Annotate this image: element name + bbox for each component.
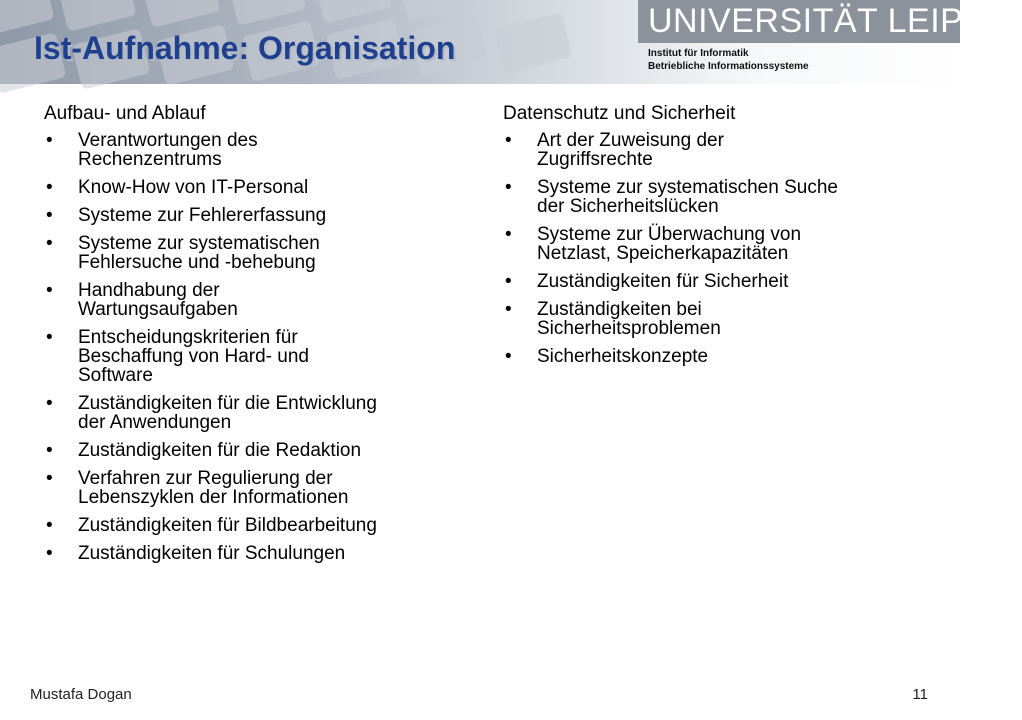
page-number: 11 [912, 686, 928, 703]
right-bullet-list [503, 131, 933, 366]
bullet-text: Zuständigkeiten für die Entwicklung [78, 393, 377, 414]
list-item [44, 178, 464, 197]
institute-line-1: Institut für Informatik [648, 48, 749, 59]
bullet-icon: • [46, 130, 53, 151]
list-item [503, 272, 933, 291]
bullet-icon: • [505, 346, 512, 367]
left-column-heading: Aufbau- und Ablauf [44, 103, 206, 124]
bullet-icon: • [46, 393, 53, 414]
bullet-icon: • [46, 280, 53, 301]
bullet-text: Zuständigkeiten bei [537, 299, 702, 320]
bullet-text: Rechenzentrums [78, 149, 222, 170]
bullet-text: Art der Zuweisung der [537, 130, 724, 151]
bullet-text: Entscheidungskriterien für [78, 327, 298, 348]
bullet-icon: • [46, 177, 53, 198]
institute-name [648, 47, 809, 73]
list-item [44, 441, 464, 460]
bullet-text: Zuständigkeiten für Schulungen [78, 543, 346, 564]
bullet-text: Zuständigkeiten für die Redaktion [78, 440, 362, 461]
left-column [44, 103, 464, 572]
slide-title: Ist-Aufnahme: Organisation [34, 30, 456, 66]
bullet-icon: • [46, 543, 53, 564]
bullet-text: Sicherheitsproblemen [537, 318, 721, 339]
bullet-icon: • [505, 299, 512, 320]
bullet-icon: • [46, 233, 53, 254]
bullet-icon: • [505, 177, 512, 198]
bullet-text: Zugriffsrechte [537, 149, 653, 170]
bullet-icon: • [46, 440, 53, 461]
bullet-icon: • [505, 224, 512, 245]
footer-author: Mustafa Dogan [30, 686, 132, 703]
bullet-text: Systeme zur Überwachung von [537, 224, 802, 245]
bullet-text: der Anwendungen [78, 412, 232, 433]
list-item [44, 206, 464, 225]
bullet-text: Systeme zur systematischen Suche [537, 177, 838, 198]
bullet-text: Zuständigkeiten für Bildbearbeitung [78, 515, 377, 536]
list-item [503, 347, 933, 366]
bullet-text: Lebenszyklen der Informationen [78, 487, 349, 508]
bullet-text: Sicherheitskonzepte [537, 346, 709, 367]
bullet-icon: • [505, 271, 512, 292]
right-column [503, 103, 933, 375]
bullet-text: Netzlast, Speicherkapazitäten [537, 243, 789, 264]
list-item [503, 300, 933, 338]
bullet-text: Systeme zur systematischen [78, 233, 320, 254]
bullet-icon: • [46, 205, 53, 226]
list-item [44, 234, 464, 272]
institute-line-2: Betriebliche Informationssysteme [648, 61, 809, 72]
list-item [44, 281, 464, 319]
left-bullet-list [44, 131, 464, 563]
list-item [44, 469, 464, 507]
right-column-heading: Datenschutz und Sicherheit [503, 103, 736, 124]
bullet-text: Systeme zur Fehlererfassung [78, 205, 327, 226]
list-item [44, 131, 464, 169]
list-item [503, 225, 933, 263]
bullet-text: Software [78, 365, 153, 386]
list-item [503, 178, 933, 216]
list-item [44, 328, 464, 385]
bullet-text: Zuständigkeiten für Sicherheit [537, 271, 789, 292]
bullet-text: Handhabung der [78, 280, 220, 301]
bullet-text: der Sicherheitslücken [537, 196, 719, 217]
university-logo-text: UNIVERSITÄT LEIPZIG [648, 2, 1022, 40]
list-item [44, 516, 464, 535]
bullet-icon: • [46, 327, 53, 348]
bullet-icon: • [46, 468, 53, 489]
list-item [503, 131, 933, 169]
list-item [44, 394, 464, 432]
bullet-text: Verfahren zur Regulierung der [78, 468, 333, 489]
list-item [44, 544, 464, 563]
bullet-text: Wartungsaufgaben [78, 299, 238, 320]
bullet-text: Know-How von IT-Personal [78, 177, 309, 198]
bullet-icon: • [505, 130, 512, 151]
bullet-text: Beschaffung von Hard- und [78, 346, 309, 367]
bullet-text: Fehlersuche und -behebung [78, 252, 316, 273]
bullet-text: Verantwortungen des [78, 130, 258, 151]
bullet-icon: • [46, 515, 53, 536]
